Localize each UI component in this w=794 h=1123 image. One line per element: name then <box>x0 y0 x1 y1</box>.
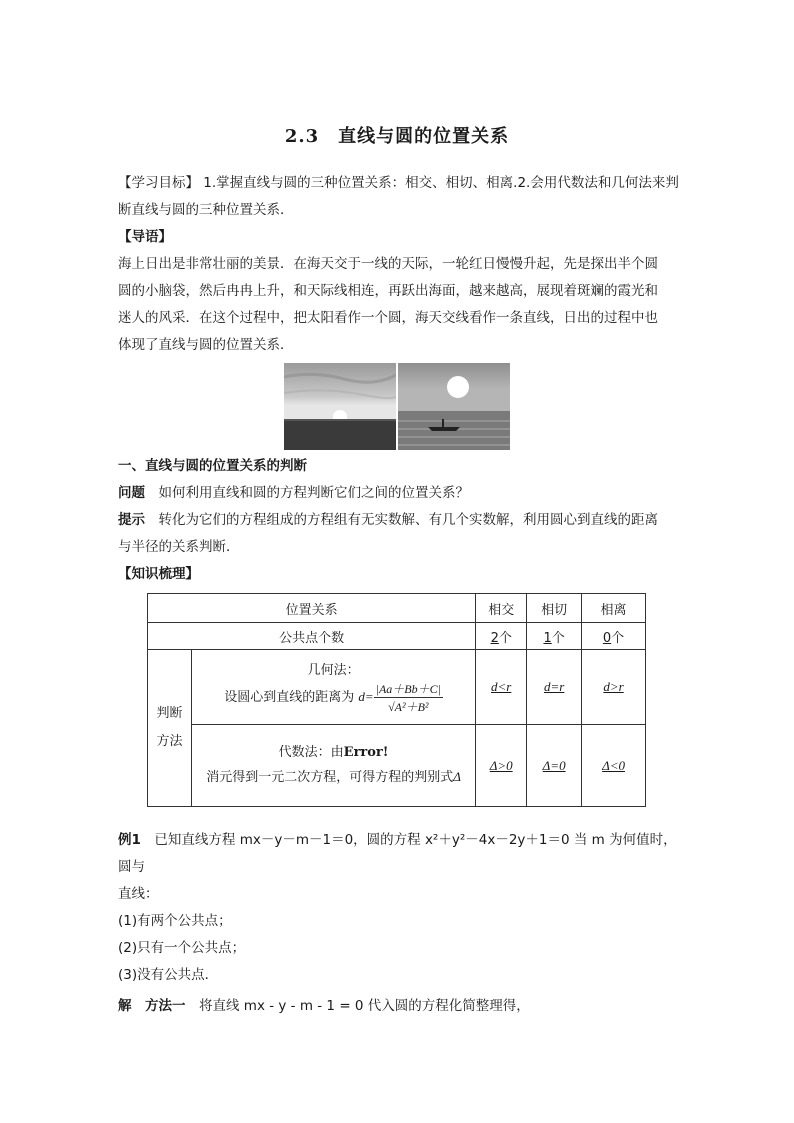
intro <box>118 224 680 359</box>
question-text: 如何利用直线和圆的方程判断它们之间的位置关系？ <box>145 485 469 501</box>
geometric-separate <box>582 650 646 725</box>
objectives-line-2: 断直线与圆的三种位置关系． <box>118 202 294 218</box>
hint-line-1: 转化为它们的方程组成的方程组有无实数解、有几个实数解，利用圆心到直线的距离 <box>145 512 658 528</box>
objectives-label: 【学习目标】 <box>118 175 199 191</box>
error-text: Error! <box>343 745 389 760</box>
blank-answer: d=r <box>543 679 565 694</box>
fraction-numerator: |Aa＋Bb＋C| <box>375 682 441 696</box>
example-label: 例1 <box>118 832 141 848</box>
intro-line: 体现了直线与圆的位置关系． <box>118 337 294 353</box>
question-label: 问题 <box>118 485 145 501</box>
example-1 <box>118 827 680 1020</box>
method-label-1: 判断 <box>156 706 183 721</box>
intro-line: 海上日出是非常壮丽的美景．在海天交于一线的天际，一轮红日慢慢升起，先是探出半个圆 <box>118 256 658 272</box>
section-heading: 一、直线与圆的位置关系的判断 <box>118 458 307 474</box>
geometric-tangent <box>527 650 582 725</box>
geometric-method <box>191 650 475 725</box>
blank-answer: 1 <box>543 630 552 646</box>
relation-table <box>147 593 646 807</box>
table-row <box>148 594 646 623</box>
intro-label: 【导语】 <box>118 229 172 245</box>
d-equals: d= <box>358 689 374 704</box>
blank-answer: Δ<0 <box>602 757 625 773</box>
distance-fraction <box>374 680 443 715</box>
algebraic-title: 代数法：由 <box>278 745 344 760</box>
common-points-tangent <box>527 623 582 650</box>
geometric-intersect <box>476 650 527 725</box>
example-item: (1)有两个公共点； <box>118 913 232 929</box>
common-points-label: 公共点个数 <box>148 623 476 650</box>
section-1 <box>118 453 680 588</box>
algebraic-method <box>191 725 475 807</box>
table-row <box>148 725 646 807</box>
delta-symbol: Δ <box>453 769 461 784</box>
knowledge-label: 【知识梳理】 <box>118 566 199 582</box>
hint-label: 提示 <box>118 512 145 528</box>
algebraic-intersect <box>476 725 527 807</box>
fraction-denominator: √A²＋B² <box>388 700 429 714</box>
intro-line: 圆的小脑袋，然后冉冉上升，和天际线相连，再跃出海面，越来越高，展现着斑斓的霞光和 <box>118 283 658 299</box>
intro-line: 迷人的风采．在这个过程中，把太阳看作一个圆，海天交线看作一条直线，日出的过程中也 <box>118 310 658 326</box>
unit: 个 <box>611 630 625 646</box>
header-relation: 位置关系 <box>148 594 476 623</box>
blank-answer: d>r <box>603 679 624 694</box>
algebraic-separate <box>582 725 646 807</box>
algebraic-tangent <box>527 725 582 807</box>
header-intersect: 相交 <box>476 594 527 623</box>
solution-method: 方法一 <box>131 998 186 1014</box>
unit: 个 <box>498 630 512 646</box>
example-item: (3)没有公共点． <box>118 967 219 983</box>
learning-objectives <box>118 170 680 224</box>
method-label <box>148 650 192 807</box>
hint-line-2: 与半径的关系判断． <box>118 539 240 555</box>
example-line-2: 直线： <box>118 886 159 902</box>
table-row <box>148 623 646 650</box>
common-points-separate <box>582 623 646 650</box>
table-row <box>148 650 646 725</box>
method-label-2: 方法 <box>156 734 183 749</box>
sunrise-boat-photo <box>398 363 510 450</box>
blank-answer: Δ>0 <box>489 757 513 773</box>
example-item: (2)只有一个公共点； <box>118 940 246 956</box>
sunrise-photos <box>284 363 510 450</box>
common-points-intersect <box>476 623 527 650</box>
unit: 个 <box>551 630 565 646</box>
blank-answer: Δ=0 <box>542 757 566 773</box>
blank-answer: 0 <box>602 630 612 646</box>
example-line-1: 已知直线方程 mx－y－m－1＝0，圆的方程 x²＋y²－4x－2y＋1＝0 当 m 为何值时，圆与 <box>118 832 677 875</box>
page-title: 2.3 直线与圆的位置关系 <box>284 126 510 147</box>
header-separate: 相离 <box>582 594 646 623</box>
solution-label: 解 <box>118 998 132 1014</box>
blank-answer: 2 <box>490 630 499 646</box>
objectives-line-1: 1.掌握直线与圆的三种位置关系：相交、相切、相离.2.会用代数法和几何法来判 <box>199 175 679 191</box>
solution-text: 将直线 mx - y - m - 1 = 0 代入圆的方程化简整理得， <box>185 998 530 1014</box>
geometric-title: 几何法： <box>307 663 360 678</box>
blank-answer: d<r <box>491 679 512 694</box>
geometric-desc: 设圆心到直线的距离为 <box>224 690 359 705</box>
algebraic-desc: 消元得到一元二次方程，可得方程的判别式 <box>206 770 454 785</box>
sunrise-horizon-photo <box>284 363 396 450</box>
header-tangent: 相切 <box>527 594 582 623</box>
